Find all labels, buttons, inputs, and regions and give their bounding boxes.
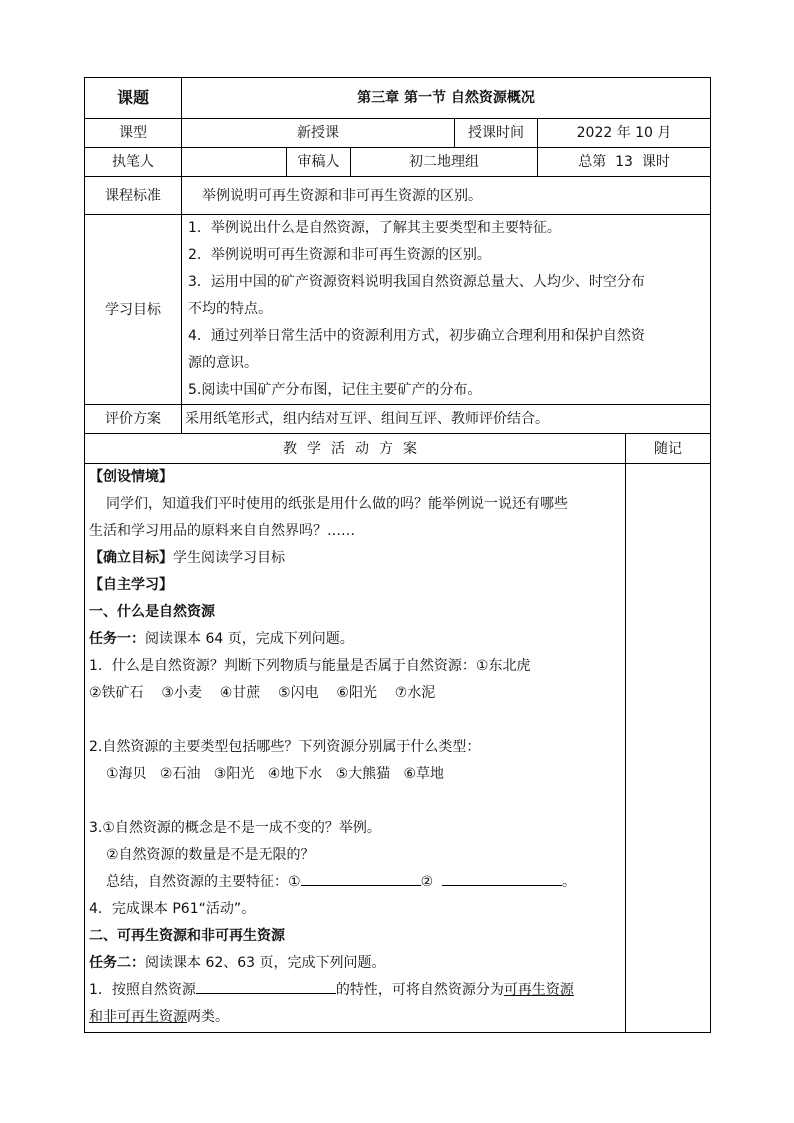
question-line [89,977,621,1004]
task2-label: 任务二： [89,955,145,971]
self-study-title: 【自主学习】 [89,577,173,593]
objectives-row [85,215,711,405]
part2-title: 二、可再生资源和非可再生资源 [89,928,285,944]
writer-row [85,148,711,177]
summary-end: 。 [562,874,577,890]
task1-text: 阅读课本 64 页，完成下列问题。 [145,631,354,647]
summary-blank-1[interactable] [301,871,421,886]
standard-row [85,177,711,215]
reviewer-value: 初二地理组 [351,148,538,177]
topic-row [85,78,711,119]
question-line [89,1004,621,1031]
notes-column [626,464,711,1033]
objective-line: 不均的特点。 [188,301,272,317]
activity-header: 教学活动方案 [85,434,626,464]
objective-line: 4．通过列举日常生活中的资源利用方式，初步确立合理利用和保护自然资 [188,328,645,344]
situation-title: 【创设情境】 [89,469,173,485]
question-line: 3.①自然资源的概念是不是一成不变的？举例。 [89,820,381,836]
evaluation-text: 采用纸笔形式，组内结对互评、组间互评、教师评价结合。 [182,405,711,434]
notes-header: 随记 [626,434,711,464]
topic-value: 第三章 第一节 自然资源概况 [182,78,711,119]
type-label: 课型 [85,119,182,148]
summary-prefix: 总结，自然资源的主要特征：① [106,874,301,890]
question-line: ②铁矿石 ③小麦 ④甘蔗 ⑤闪电 ⑥阳光 ⑦水泥 [89,685,436,701]
question-line: ②自然资源的数量是不是无限的？ [106,847,315,863]
objective-line: 2．举例说明可再生资源和非可再生资源的区别。 [188,247,491,263]
summary-mid: ② [420,874,434,890]
type-value: 新授课 [182,119,455,148]
q5-prefix: 1．按照自然资源 [89,982,196,998]
task1-line [89,626,621,653]
objective-line: 源的意识。 [188,355,258,371]
topic-label: 课题 [85,78,182,119]
summary-line [89,869,621,896]
standard-text: 举例说明可再生资源和非可再生资源的区别。 [182,177,711,215]
situation-line: 生活和学习用品的原料来自自然界吗？…… [89,523,355,539]
objective-line: 3．运用中国的矿产资源资料说明我国自然资源总量大、人均少、时空分布 [188,274,645,290]
q5-nonrenewable: 非可再生资源 [103,1009,187,1025]
task1-label: 任务一： [89,631,145,647]
q5-and: 和 [89,1009,103,1025]
q5-mid: 的特性，可将自然资源分为 [335,982,504,998]
reviewer-label: 审稿人 [287,148,351,177]
question-line: 4．完成课本 P61“活动”。 [89,901,256,917]
lesson-content-row [85,464,711,1033]
lesson-plan-table [84,77,711,1033]
part1-title: 一、什么是自然资源 [89,604,215,620]
task2-text: 阅读课本 62、63 页，完成下列问题。 [145,955,386,971]
activity-header-row [85,434,711,464]
objective-line: 1．举例说出什么是自然资源，了解其主要类型和主要特征。 [188,220,561,236]
q5-blank[interactable] [196,979,336,994]
question-line: ①海贝 ②石油 ③阳光 ④地下水 ⑤大熊猫 ⑥草地 [106,766,445,782]
situation-line: 同学们，知道我们平时使用的纸张是用什么做的吗？能举例说一说还有哪些 [106,496,568,512]
q5-renewable: 可再生资源 [503,982,574,998]
objectives-label: 学习目标 [85,215,182,405]
type-row [85,119,711,148]
goal-title: 【确立目标】 [89,550,173,566]
writer-value [182,148,287,177]
question-line: 2.自然资源的主要类型包括哪些？下列资源分别属于什么类型： [89,739,481,755]
evaluation-label: 评价方案 [85,405,182,434]
time-label: 授课时间 [455,119,538,148]
lesson-content [85,464,626,1033]
question-line: 1．什么是自然资源？判断下列物质与能量是否属于自然资源：①东北虎 [89,658,531,674]
goal-line [89,545,621,572]
evaluation-row [85,405,711,434]
standard-label: 课程标准 [85,177,182,215]
objective-line: 5.阅读中国矿产分布图，记住主要矿产的分布。 [188,382,482,398]
q5-end: 两类。 [187,1009,229,1025]
time-value: 2022 年 10 月 [538,119,711,148]
lesson-number: 总第 13 课时 [538,148,711,177]
task2-line [89,950,621,977]
objectives-list [182,215,711,405]
goal-text: 学生阅读学习目标 [173,550,285,566]
summary-blank-2[interactable] [442,871,562,886]
writer-label: 执笔人 [85,148,182,177]
